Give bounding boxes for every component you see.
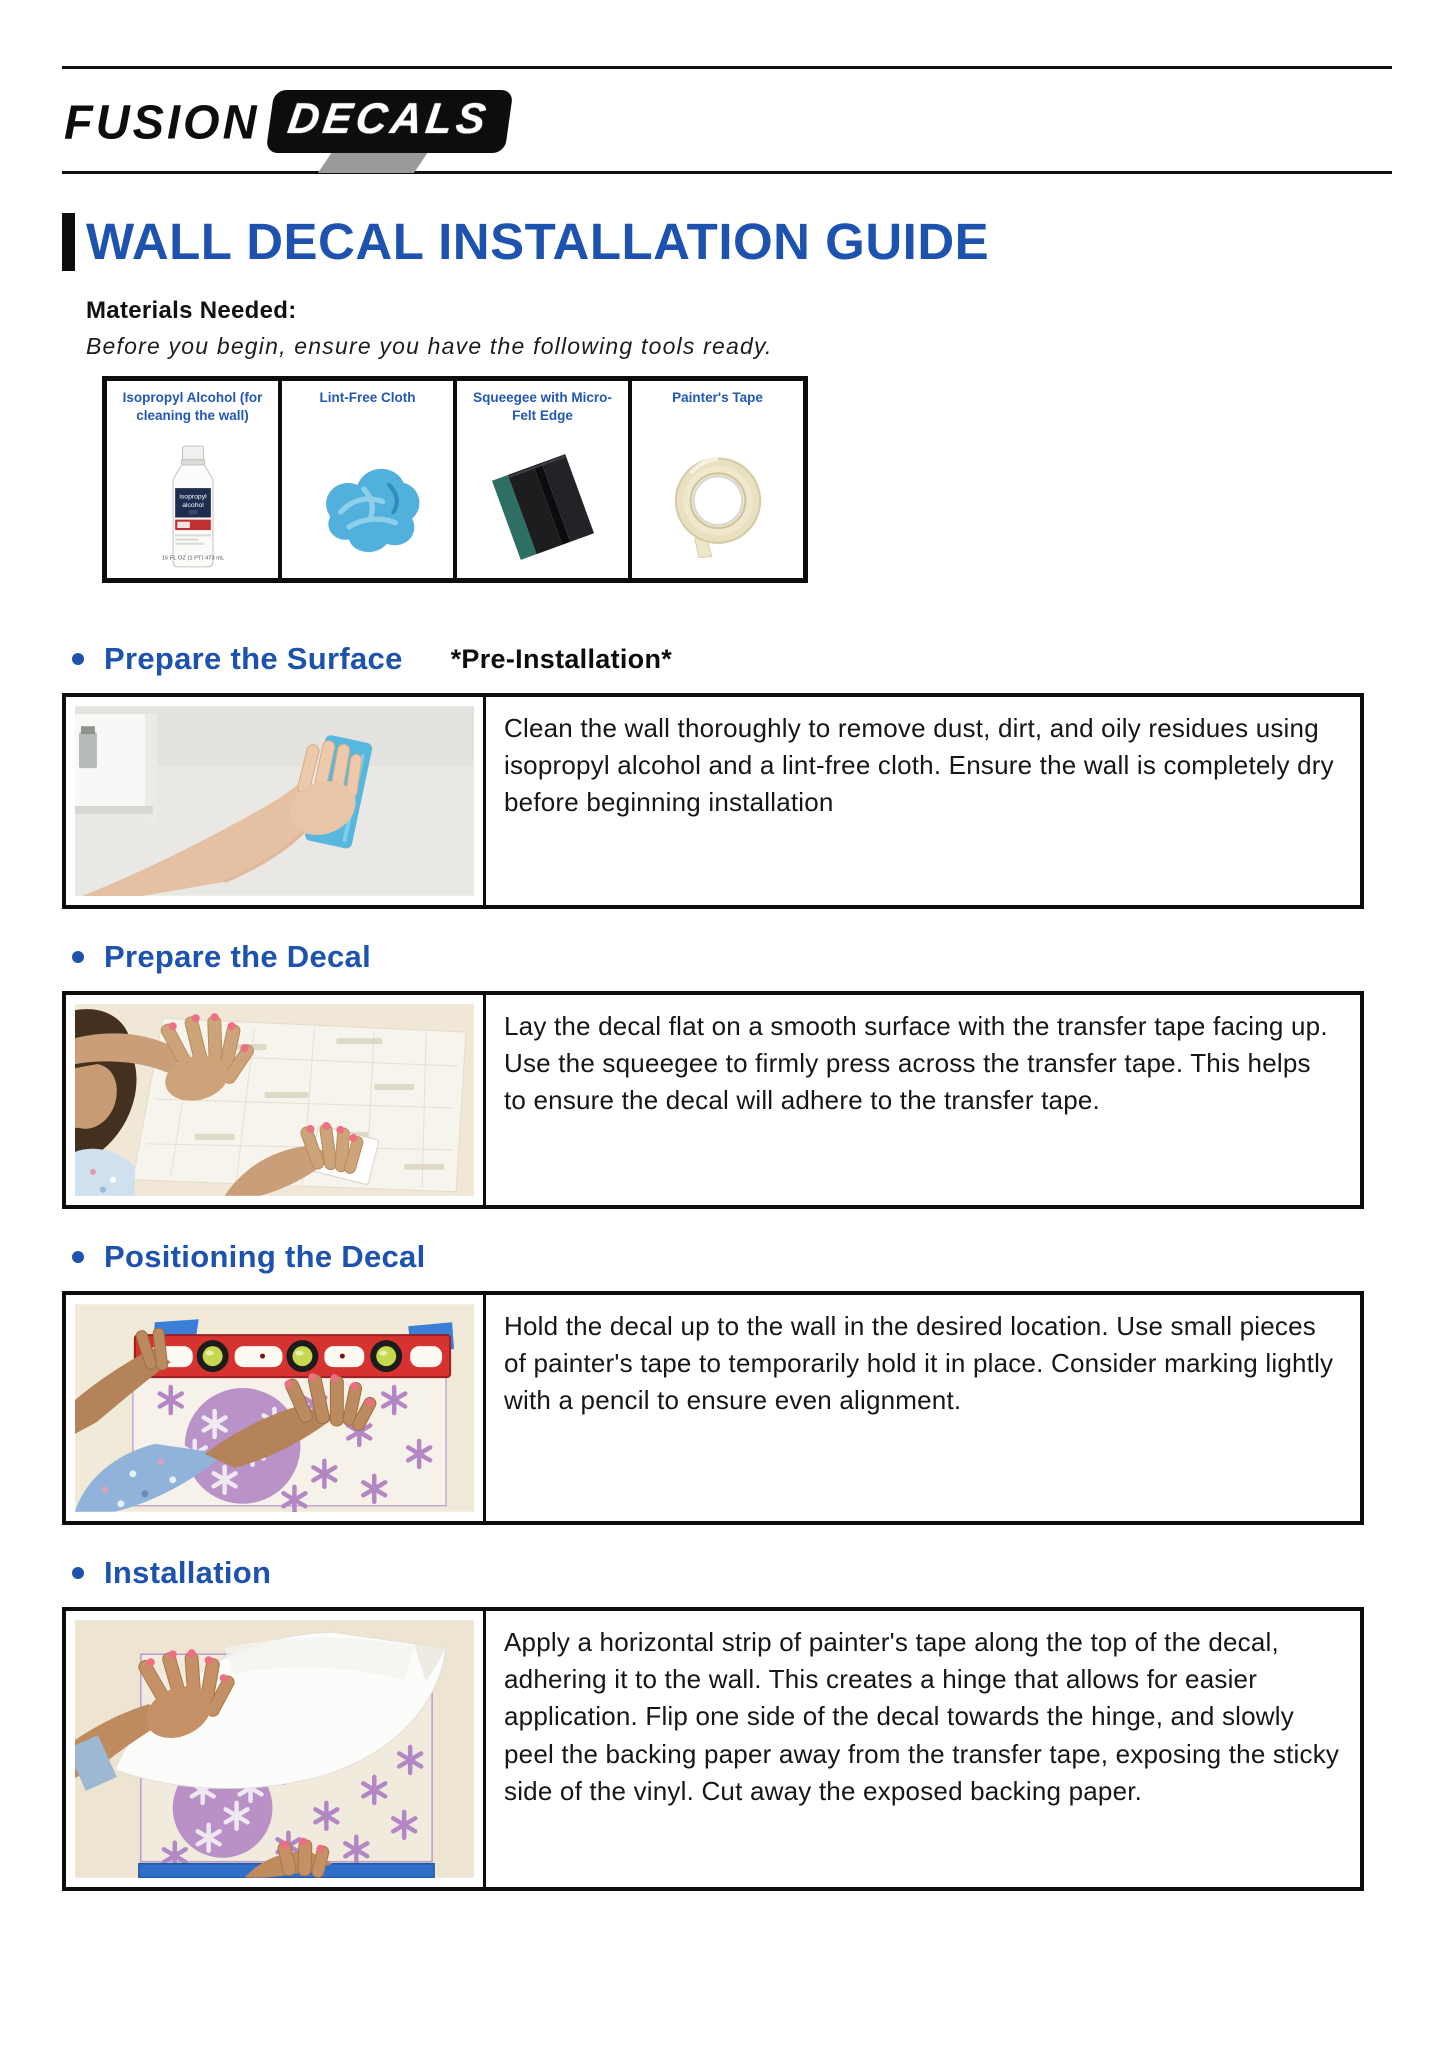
page-title: WALL DECAL INSTALLATION GUIDE [86,213,990,270]
step-1-box [62,693,1364,909]
step-3-instructions: Hold the decal up to the wall in the desired location. Use small pieces of painter's tape to temporarily hold it in place. Consider marking lightly with a pencil to ensure even alignment. [504,1311,1334,1416]
materials-heading: Materials Needed: [86,297,297,324]
material-cell-squeegee [457,381,628,578]
svg-text:alcohol: alcohol [181,501,204,509]
materials-table [102,376,808,583]
step-2-heading-row [72,939,1392,975]
logo-decals-badge [270,90,509,153]
step-4-title: Installation [104,1555,272,1590]
material-label: Squeegee with Micro-Felt Edge [473,390,612,423]
svg-text:16 FL OZ (1 PT) 473 mL: 16 FL OZ (1 PT) 473 mL [161,555,224,561]
material-label: Painter's Tape [672,390,763,405]
pre-installation-note: *Pre-Installation* [450,643,673,674]
material-cell-lint-free-cloth [282,381,453,578]
material-label: Lint-Free Cloth [319,390,416,405]
step-3-box [62,1291,1364,1525]
material-cell-painters-tape [632,381,803,578]
step-4-box [62,1607,1364,1891]
bullet-icon [72,653,84,665]
logo-bottom-divider [62,171,1392,174]
painters-tape-roll-icon [659,443,777,570]
pressing-decal-with-squeegee-photo [66,995,486,1205]
squeegee-icon [483,443,603,570]
installation-guide-page [0,66,1454,1891]
fusion-decals-logo [64,90,508,153]
logo-decals-text: DECALS [265,90,513,153]
step-3-heading-row [72,1239,1392,1275]
step-1-title: Prepare the Surface [104,641,403,676]
step-4-instructions: Apply a horizontal strip of painter's tape along the top of the decal, adhering it to the wall. This creates a hinge that allows for easier application. Flip one side of the decal towards the hinge, and slowly peel the backing paper away from the transfer tape, exposing the sticky side of the vinyl. Cut away the exposed backing paper. [504,1627,1340,1806]
bullet-icon [72,1251,84,1263]
step-2-instructions: Lay the decal flat on a smooth surface with the transfer tape facing up. Use the squeegee to firmly press across the transfer tape. This helps to ensure the decal will adhere to the transfer tape. [504,1011,1328,1116]
title-block [62,212,1392,271]
step-4-heading-row [72,1555,1392,1591]
logo-fusion-text: FUSION [64,93,260,149]
step-2-title: Prepare the Decal [104,939,372,974]
bullet-icon [72,951,84,963]
svg-text:isopropyl: isopropyl [178,493,207,501]
step-2-box [62,991,1364,1209]
isopropyl-alcohol-bottle-icon [154,443,232,570]
material-cell-isopropyl-alcohol [107,381,278,578]
leveling-decal-with-spirit-level-photo [66,1295,486,1521]
lint-free-cloth-icon [305,443,431,570]
bullet-icon [72,1567,84,1579]
step-1-heading-row [72,641,1392,677]
material-label: Isopropyl Alcohol (for cleaning the wall) [122,390,263,423]
step-1-instructions: Clean the wall thoroughly to remove dust, dirt, and oily residues using isopropyl alcohol and a lint-free cloth. Ensure the wall is completely dry before beginning installation [504,713,1334,818]
title-accent-bar [62,213,75,271]
peeling-backing-paper-photo [66,1611,486,1887]
hand-wiping-wall-with-blue-cloth-photo [66,697,486,905]
step-3-title: Positioning the Decal [104,1239,426,1274]
materials-subheading: Before you begin, ensure you have the following tools ready. [86,333,773,359]
brand-logo [62,69,1392,171]
